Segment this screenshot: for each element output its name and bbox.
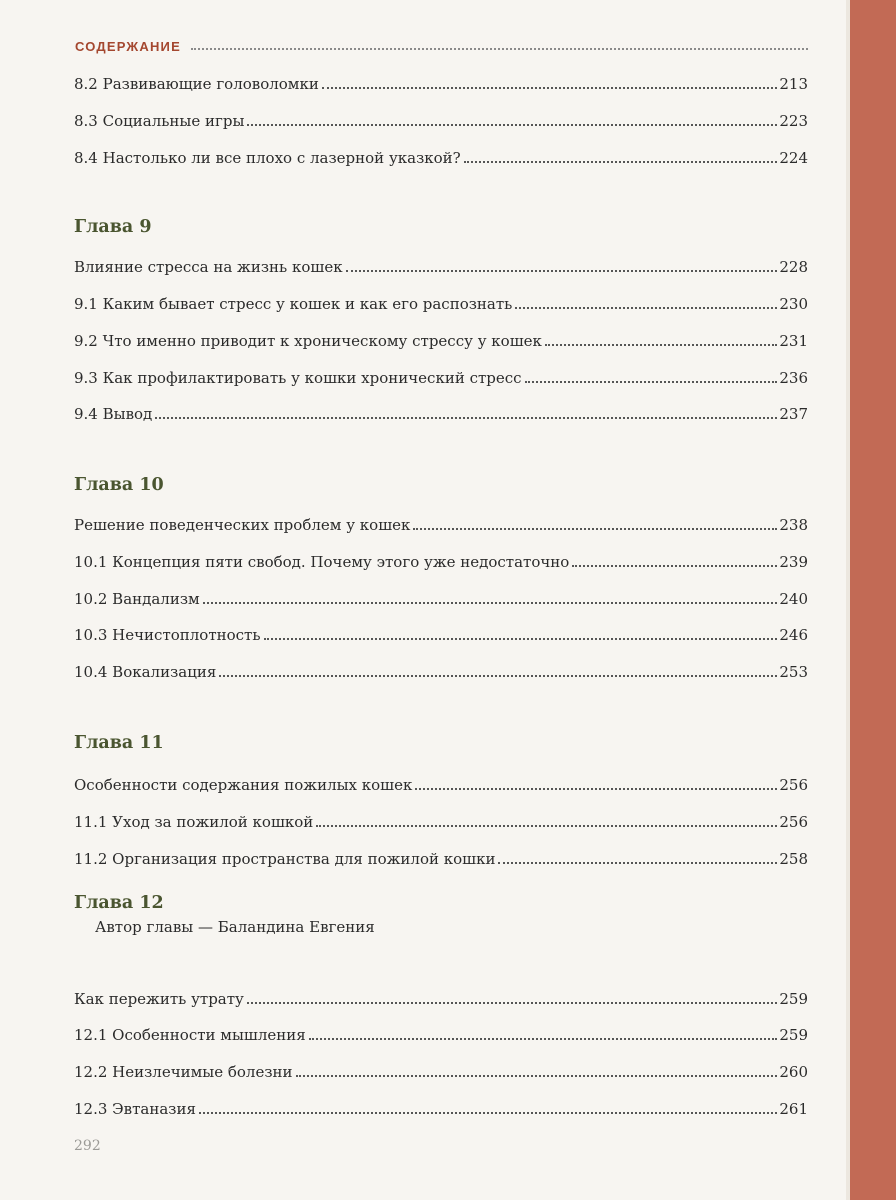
toc-entry-title: 8.4 Настолько ли все плохо с лазерной указкой?: [74, 149, 461, 167]
toc-entry-title: 12.3 Эвтаназия: [74, 1100, 196, 1118]
dot-leader: [322, 87, 778, 89]
toc-entry-title: 9.2 Что именно приводит к хроническому стрессу у кошек: [74, 332, 542, 350]
header-title: СОДЕРЖАНИЕ: [75, 38, 181, 54]
toc-entry[interactable]: [74, 70, 808, 94]
toc-entry[interactable]: [74, 548, 808, 572]
toc-entry[interactable]: [74, 327, 808, 351]
toc-entry-title: 10.1 Концепция пяти свобод. Почему этого уже недостаточно: [74, 553, 570, 571]
toc-entry[interactable]: [74, 1058, 808, 1082]
dot-leader: [525, 381, 778, 383]
toc-entry-title: 11.2 Организация пространства для пожилой кошки: [74, 850, 496, 868]
toc-entry-title: Решение поведенческих проблем у кошек: [74, 516, 411, 534]
toc-entry-title: 9.1 Каким бывает стресс у кошек и как его распознать: [74, 295, 513, 313]
chapter-author: Автор главы — Баландина Евгения: [95, 918, 375, 936]
dot-leader: [316, 825, 777, 827]
toc-entry-page: 259: [779, 990, 808, 1008]
toc-entry-title: 9.3 Как профилактировать у кошки хронический стресс: [74, 369, 522, 387]
toc-entry[interactable]: [74, 1095, 808, 1119]
toc-entry-page: 238: [779, 516, 808, 534]
toc-entry[interactable]: [74, 107, 808, 131]
toc-entry-page: 231: [779, 332, 808, 350]
dot-leader: [498, 862, 777, 864]
toc-entry-title: 10.4 Вокализация: [74, 663, 217, 681]
dot-leader: [346, 270, 778, 272]
toc-entry[interactable]: [74, 253, 808, 277]
toc-entry[interactable]: [74, 808, 808, 832]
dot-leader: [155, 417, 777, 419]
toc-entry-page: 256: [779, 813, 808, 831]
toc-entry[interactable]: [74, 585, 808, 609]
dot-leader: [415, 788, 777, 790]
toc-entry-page: 228: [779, 258, 808, 276]
dot-leader: [199, 1112, 777, 1114]
dot-leader: [464, 161, 778, 163]
toc-entry-page: 253: [779, 663, 808, 681]
dot-leader: [219, 675, 777, 677]
dot-leader: [247, 124, 777, 126]
dot-leader: [296, 1075, 778, 1077]
toc-entry-page: 223: [779, 112, 808, 130]
toc-entry-page: 246: [779, 626, 808, 644]
dot-leader: [264, 638, 778, 640]
toc-entry-title: 8.3 Социальные игры: [74, 112, 245, 130]
running-header: [75, 36, 808, 56]
toc-entry-page: 259: [779, 1026, 808, 1044]
toc-entry-page: 258: [779, 850, 808, 868]
toc-entry-page: 213: [779, 75, 808, 93]
toc-entry-title: Влияние стресса на жизнь кошек: [74, 258, 343, 276]
chapter-heading: Глава 9: [74, 217, 152, 237]
toc-entry-title: 11.1 Уход за пожилой кошкой: [74, 813, 314, 831]
toc-entry-title: 10.2 Вандализм: [74, 590, 200, 608]
toc-entry[interactable]: [74, 364, 808, 388]
page-number: 292: [74, 1138, 101, 1154]
toc-entry-page: 237: [779, 405, 808, 423]
toc-entry[interactable]: [74, 1021, 808, 1045]
toc-entry-title: Особенности содержания пожилых кошек: [74, 776, 413, 794]
toc-entry[interactable]: [74, 985, 808, 1009]
dot-leader: [545, 344, 777, 346]
book-edge-band: [850, 0, 896, 1200]
toc-entry-page: 239: [779, 553, 808, 571]
dot-leader: [203, 602, 778, 604]
toc-entry[interactable]: [74, 400, 808, 424]
toc-entry-title: 8.2 Развивающие головоломки: [74, 75, 319, 93]
header-dotted-rule: [191, 48, 808, 50]
toc-entry-title: 9.4 Вывод: [74, 405, 153, 423]
dot-leader: [515, 307, 777, 309]
toc-entry-page: 224: [779, 149, 808, 167]
toc-entry-page: 256: [779, 776, 808, 794]
toc-entry[interactable]: [74, 290, 808, 314]
dot-leader: [413, 528, 777, 530]
chapter-heading: Глава 10: [74, 475, 164, 495]
toc-entry-title: Как пережить утрату: [74, 990, 244, 1008]
toc-entry-title: 10.3 Нечистоплотность: [74, 626, 261, 644]
toc-entry[interactable]: [74, 845, 808, 869]
toc-entry-page: 261: [779, 1100, 808, 1118]
chapter-heading: Глава 11: [74, 733, 164, 753]
toc-entry-title: 12.1 Особенности мышления: [74, 1026, 306, 1044]
toc-entry-page: 260: [779, 1063, 808, 1081]
toc-entry[interactable]: [74, 658, 808, 682]
toc-entry-page: 236: [779, 369, 808, 387]
toc-entry[interactable]: [74, 144, 808, 168]
toc-entry-page: 230: [779, 295, 808, 313]
toc-entry[interactable]: [74, 621, 808, 645]
chapter-heading: Глава 12: [74, 893, 164, 913]
dot-leader: [309, 1038, 778, 1040]
toc-entry[interactable]: [74, 511, 808, 535]
dot-leader: [247, 1002, 777, 1004]
toc-entry-title: 12.2 Неизлечимые болезни: [74, 1063, 293, 1081]
dot-leader: [572, 565, 777, 567]
toc-entry-page: 240: [779, 590, 808, 608]
toc-entry[interactable]: [74, 771, 808, 795]
